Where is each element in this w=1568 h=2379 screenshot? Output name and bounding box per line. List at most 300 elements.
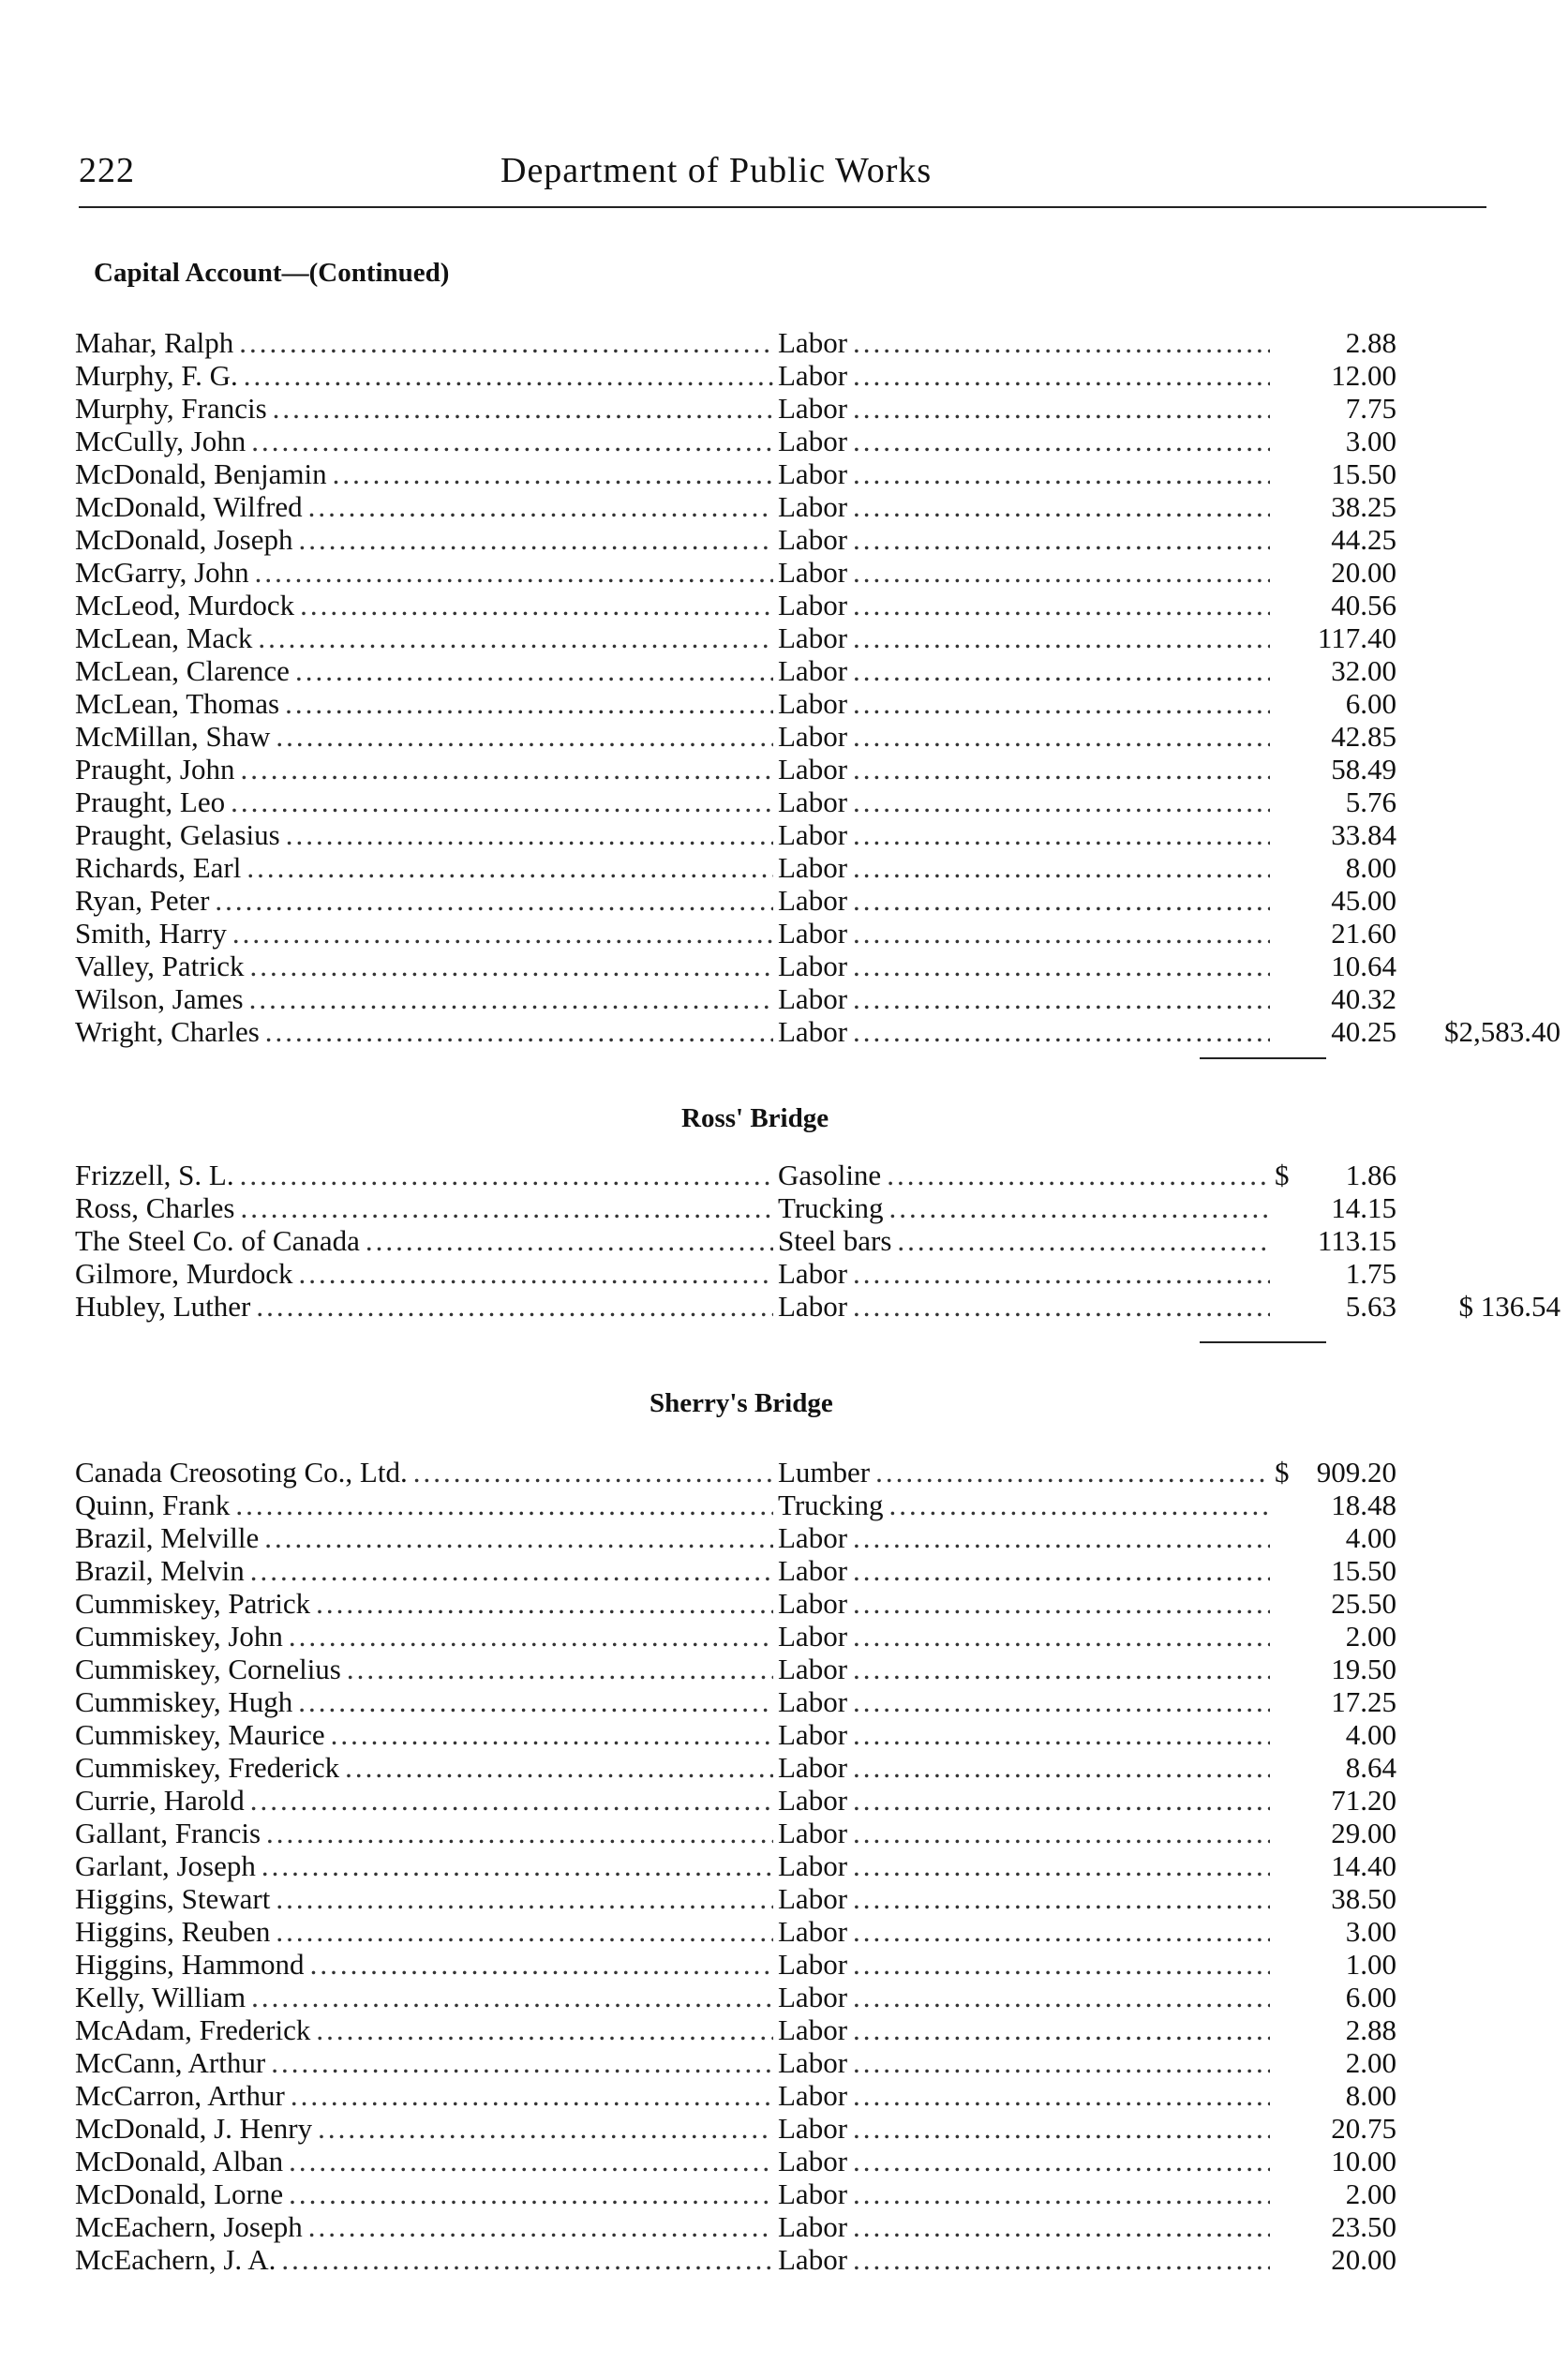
leader-dots	[889, 1489, 1270, 1521]
leader-dots	[289, 2177, 773, 2210]
ledger-row	[75, 2112, 1481, 2145]
leader-dots	[853, 1948, 1270, 1981]
description-cell	[778, 1882, 1270, 1915]
amount-value: 20.75	[1331, 2112, 1396, 2145]
payee-cell	[75, 457, 773, 490]
description-cell	[778, 2079, 1270, 2112]
amount-value: 5.63	[1345, 1290, 1396, 1323]
payee-name: Higgins, Reuben	[75, 1915, 271, 1948]
item-description: Labor	[778, 326, 848, 359]
description-cell	[778, 1456, 1270, 1489]
payee-name: McEachern, Joseph	[75, 2210, 303, 2243]
description-cell	[778, 2112, 1270, 2145]
payee-name: Quinn, Frank	[75, 1489, 231, 1521]
description-cell	[778, 1653, 1270, 1685]
item-description: Labor	[778, 1817, 848, 1849]
leader-dots	[853, 1015, 1270, 1048]
payee-cell	[75, 392, 773, 425]
amount-value: 3.00	[1345, 425, 1396, 457]
item-description: Labor	[778, 1015, 848, 1048]
payee-name: McCarron, Arthur	[75, 2079, 285, 2112]
leader-dots	[264, 1521, 773, 1554]
payee-name: Richards, Earl	[75, 851, 242, 884]
leader-dots	[285, 687, 773, 720]
dollar-sign: $	[1275, 1456, 1290, 1489]
ledger-row	[75, 1015, 1561, 1048]
payee-cell	[75, 654, 773, 687]
payee-cell	[75, 1948, 773, 1981]
description-cell	[778, 1554, 1270, 1587]
leader-dots	[266, 1817, 773, 1849]
ledger-row	[75, 457, 1481, 490]
item-description: Labor	[778, 654, 848, 687]
item-description: Labor	[778, 2046, 848, 2079]
item-description: Labor	[778, 359, 848, 392]
item-description: Labor	[778, 457, 848, 490]
amount-value: 19.50	[1331, 1653, 1396, 1685]
leader-dots	[853, 2112, 1270, 2145]
payee-name: Ross, Charles	[75, 1191, 235, 1224]
payee-cell	[75, 917, 773, 950]
description-cell	[778, 589, 1270, 621]
item-description: Labor	[778, 2210, 848, 2243]
leader-dots	[250, 1554, 773, 1587]
amount-value: 20.00	[1331, 2243, 1396, 2276]
item-description: Labor	[778, 982, 848, 1015]
ledger-row	[75, 589, 1481, 621]
payee-name: Praught, John	[75, 753, 235, 786]
section-heading-capital-account: Capital Account—(Continued)	[94, 258, 450, 288]
description-cell	[778, 2013, 1270, 2046]
leader-dots	[853, 654, 1270, 687]
ledger-row	[75, 1915, 1481, 1948]
item-description: Labor	[778, 425, 848, 457]
item-description: Labor	[778, 753, 848, 786]
ledger-row	[75, 1981, 1481, 2013]
ledger-row	[75, 753, 1481, 786]
page-header	[79, 150, 1486, 208]
leader-dots	[250, 950, 774, 982]
payee-cell	[75, 851, 773, 884]
page-title: Department of Public Works	[500, 151, 933, 190]
payee-cell	[75, 1521, 773, 1554]
leader-dots	[853, 2046, 1270, 2079]
leader-dots	[853, 2177, 1270, 2210]
item-description: Labor	[778, 1718, 848, 1751]
amount-value: 38.50	[1331, 1882, 1396, 1915]
leader-dots	[853, 621, 1270, 654]
description-cell	[778, 2177, 1270, 2210]
description-cell	[778, 490, 1270, 523]
item-description: Steel bars	[778, 1224, 892, 1257]
leader-dots	[232, 917, 773, 950]
item-description: Labor	[778, 1685, 848, 1718]
payee-cell	[75, 359, 773, 392]
leader-dots	[286, 818, 773, 851]
payee-cell	[75, 1653, 773, 1685]
payee-cell	[75, 621, 773, 654]
payee-name: Cummiskey, Cornelius	[75, 1653, 341, 1685]
amount-value: 38.25	[1331, 490, 1396, 523]
description-cell	[778, 884, 1270, 917]
leader-dots	[853, 1653, 1270, 1685]
payee-cell	[75, 786, 773, 818]
amount-value: 25.50	[1331, 1587, 1396, 1620]
payee-cell	[75, 1191, 773, 1224]
leader-dots	[250, 1784, 773, 1817]
payee-cell	[75, 2079, 773, 2112]
leader-dots	[853, 523, 1270, 556]
amount-value: 2.88	[1345, 326, 1396, 359]
payee-name: Brazil, Melville	[75, 1521, 260, 1554]
leader-dots	[347, 1653, 773, 1685]
description-cell	[778, 326, 1270, 359]
amount-value: 21.60	[1331, 917, 1396, 950]
amount-value: 17.25	[1331, 1685, 1396, 1718]
payee-cell	[75, 589, 773, 621]
payee-cell	[75, 2112, 773, 2145]
payee-cell	[75, 2046, 773, 2079]
payee-cell	[75, 950, 773, 982]
description-cell	[778, 1685, 1270, 1718]
description-cell	[778, 2210, 1270, 2243]
payee-name: McEachern, J. A.	[75, 2243, 276, 2276]
leader-dots	[853, 2013, 1270, 2046]
leader-dots	[244, 359, 773, 392]
payee-name: Valley, Patrick	[75, 950, 245, 982]
leader-dots	[853, 589, 1270, 621]
leader-dots	[853, 786, 1270, 818]
item-description: Labor	[778, 1784, 848, 1817]
leader-dots	[310, 1948, 773, 1981]
payee-name: Cummiskey, Maurice	[75, 1718, 325, 1751]
payee-name: Higgins, Stewart	[75, 1882, 271, 1915]
payee-cell	[75, 1290, 773, 1323]
amount-value: 32.00	[1331, 654, 1396, 687]
leader-dots	[853, 982, 1270, 1015]
ledger-row	[75, 1817, 1481, 1849]
amount-value: 14.40	[1331, 1849, 1396, 1882]
amount-value: 4.00	[1345, 1718, 1396, 1751]
leader-dots	[231, 786, 773, 818]
leader-dots	[261, 1849, 773, 1882]
item-description: Labor	[778, 1290, 848, 1323]
section-total: $ 136.54	[1458, 1290, 1561, 1323]
ledger-row	[75, 851, 1481, 884]
amount-value: 6.00	[1345, 687, 1396, 720]
leader-dots	[853, 851, 1270, 884]
leader-dots	[853, 2079, 1270, 2112]
description-cell	[778, 425, 1270, 457]
payee-cell	[75, 1849, 773, 1882]
leader-dots	[291, 2079, 773, 2112]
description-cell	[778, 1948, 1270, 1981]
ledger-row	[75, 326, 1481, 359]
payee-cell	[75, 720, 773, 753]
amount-value: 15.50	[1331, 457, 1396, 490]
ledger-row	[75, 392, 1481, 425]
amount-value: 40.56	[1331, 589, 1396, 621]
description-cell	[778, 1290, 1270, 1323]
description-cell	[778, 1915, 1270, 1948]
item-description: Labor	[778, 1653, 848, 1685]
subtotal-rule	[1200, 1057, 1326, 1059]
item-description: Trucking	[778, 1489, 884, 1521]
payee-name: McDonald, Wilfred	[75, 490, 303, 523]
payee-name: Hubley, Luther	[75, 1290, 251, 1323]
payee-name: Frizzell, S. L.	[75, 1159, 234, 1191]
payee-name: McMillan, Shaw	[75, 720, 271, 753]
page-number: 222	[79, 151, 135, 190]
amount-value: 40.32	[1331, 982, 1396, 1015]
description-cell	[778, 1191, 1270, 1224]
amount-value: 42.85	[1331, 720, 1396, 753]
payee-cell	[75, 556, 773, 589]
ledger-row	[75, 1257, 1481, 1290]
description-cell	[778, 1587, 1270, 1620]
leader-dots	[853, 687, 1270, 720]
ledger-row	[75, 917, 1481, 950]
payee-name: McGarry, John	[75, 556, 249, 589]
payee-name: McDonald, Alban	[75, 2145, 284, 2177]
leader-dots	[853, 1981, 1270, 2013]
ledger-row	[75, 1554, 1481, 1587]
leader-dots	[875, 1456, 1270, 1489]
dollar-sign: $	[1275, 1159, 1290, 1191]
item-description: Labor	[778, 556, 848, 589]
payee-cell	[75, 1224, 773, 1257]
leader-dots	[255, 556, 773, 589]
ledger-row	[75, 786, 1481, 818]
payee-name: McLean, Mack	[75, 621, 253, 654]
amount-value: 58.49	[1331, 753, 1396, 786]
ledger-row	[75, 654, 1481, 687]
payee-name: Murphy, F. G.	[75, 359, 238, 392]
leader-dots	[308, 2210, 773, 2243]
amount-value: 1.86	[1345, 1159, 1396, 1191]
payee-name: Wright, Charles	[75, 1015, 260, 1048]
item-description: Labor	[778, 2177, 848, 2210]
item-description: Labor	[778, 1554, 848, 1587]
description-cell	[778, 1015, 1270, 1048]
leader-dots	[853, 2145, 1270, 2177]
item-description: Gasoline	[778, 1159, 882, 1191]
payee-cell	[75, 1817, 773, 1849]
ledger-row	[75, 950, 1481, 982]
payee-name: Garlant, Joseph	[75, 1849, 256, 1882]
payee-name: Mahar, Ralph	[75, 326, 234, 359]
leader-dots	[240, 1159, 773, 1191]
entry-list-capital-account	[75, 326, 1561, 1048]
payee-name: The Steel Co. of Canada	[75, 1224, 360, 1257]
description-cell	[778, 1784, 1270, 1817]
description-cell	[778, 359, 1270, 392]
payee-cell	[75, 1882, 773, 1915]
ledger-row	[75, 1849, 1481, 1882]
leader-dots	[853, 1817, 1270, 1849]
leader-dots	[215, 884, 773, 917]
description-cell	[778, 621, 1270, 654]
description-cell	[778, 2046, 1270, 2079]
item-description: Labor	[778, 1620, 848, 1653]
subtotal-rule	[1200, 1341, 1326, 1343]
description-cell	[778, 457, 1270, 490]
leader-dots	[889, 1191, 1270, 1224]
leader-dots	[300, 589, 773, 621]
leader-dots	[251, 425, 773, 457]
payee-cell	[75, 1015, 773, 1048]
payee-cell	[75, 1587, 773, 1620]
item-description: Labor	[778, 2079, 848, 2112]
payee-cell	[75, 1718, 773, 1751]
leader-dots	[853, 2210, 1270, 2243]
ledger-row	[75, 1587, 1481, 1620]
payee-name: McDonald, J. Henry	[75, 2112, 313, 2145]
payee-cell	[75, 1159, 773, 1191]
section-heading-sherrys-bridge: Sherry's Bridge	[650, 1388, 833, 1418]
amount-value: 23.50	[1331, 2210, 1396, 2243]
payee-name: Gilmore, Murdock	[75, 1257, 293, 1290]
section-heading-ross-bridge: Ross' Bridge	[681, 1103, 829, 1133]
leader-dots	[853, 392, 1270, 425]
amount-value: 18.48	[1331, 1489, 1396, 1521]
amount-value: 4.00	[1345, 1521, 1396, 1554]
payee-cell	[75, 1456, 773, 1489]
leader-dots	[853, 1521, 1270, 1554]
amount-value: 12.00	[1331, 359, 1396, 392]
payee-cell	[75, 523, 773, 556]
payee-cell	[75, 490, 773, 523]
description-cell	[778, 2243, 1270, 2276]
ledger-row	[75, 2177, 1481, 2210]
leader-dots	[333, 457, 773, 490]
amount-value: 8.00	[1345, 851, 1396, 884]
leader-dots	[246, 851, 773, 884]
description-cell	[778, 1257, 1270, 1290]
amount-value: 45.00	[1331, 884, 1396, 917]
leader-dots	[853, 1718, 1270, 1751]
ledger-row	[75, 425, 1481, 457]
leader-dots	[853, 1290, 1270, 1323]
payee-cell	[75, 884, 773, 917]
ledger-row	[75, 2243, 1481, 2276]
ledger-row	[75, 2145, 1481, 2177]
payee-name: Kelly, William	[75, 1981, 246, 2013]
ledger-row	[75, 687, 1481, 720]
leader-dots	[853, 1849, 1270, 1882]
ledger-row	[75, 884, 1481, 917]
amount-value: 3.00	[1345, 1915, 1396, 1948]
leader-dots	[853, 1257, 1270, 1290]
leader-dots	[251, 1981, 773, 2013]
description-cell	[778, 392, 1270, 425]
ledger-row	[75, 556, 1481, 589]
item-description: Trucking	[778, 1191, 884, 1224]
ledger-row	[75, 1882, 1481, 1915]
payee-name: McDonald, Lorne	[75, 2177, 284, 2210]
description-cell	[778, 523, 1270, 556]
ledger-row	[75, 490, 1481, 523]
ledger-row	[75, 359, 1481, 392]
leader-dots	[276, 1915, 773, 1948]
description-cell	[778, 753, 1270, 786]
item-description: Labor	[778, 392, 848, 425]
leader-dots	[853, 720, 1270, 753]
description-cell	[778, 720, 1270, 753]
leader-dots	[241, 753, 774, 786]
leader-dots	[241, 1191, 774, 1224]
leader-dots	[258, 621, 773, 654]
ledger-row	[75, 2079, 1481, 2112]
payee-name: Praught, Gelasius	[75, 818, 280, 851]
payee-cell	[75, 982, 773, 1015]
leader-dots	[308, 490, 773, 523]
ledger-row	[75, 1521, 1481, 1554]
leader-dots	[853, 1620, 1270, 1653]
item-description: Labor	[778, 950, 848, 982]
ledger-row	[75, 1718, 1481, 1751]
payee-cell	[75, 1554, 773, 1587]
item-description: Labor	[778, 1849, 848, 1882]
item-description: Labor	[778, 589, 848, 621]
ledger-row	[75, 1620, 1481, 1653]
payee-cell	[75, 1915, 773, 1948]
ledger-row	[75, 1685, 1481, 1718]
leader-dots	[318, 2112, 773, 2145]
payee-cell	[75, 687, 773, 720]
amount-value: 1.00	[1345, 1948, 1396, 1981]
payee-name: Praught, Leo	[75, 786, 226, 818]
entry-list-sherrys-bridge	[75, 1456, 1481, 2276]
leader-dots	[853, 2243, 1270, 2276]
description-cell	[778, 950, 1270, 982]
leader-dots	[853, 1882, 1270, 1915]
ledger-row	[75, 1159, 1481, 1191]
payee-name: Higgins, Hammond	[75, 1948, 305, 1981]
item-description: Labor	[778, 2145, 848, 2177]
payee-name: McLean, Thomas	[75, 687, 280, 720]
leader-dots	[853, 1915, 1270, 1948]
payee-cell	[75, 1489, 773, 1521]
amount-value: 1.75	[1345, 1257, 1396, 1290]
description-cell	[778, 1981, 1270, 2013]
payee-name: McCully, John	[75, 425, 246, 457]
ledger-row	[75, 2013, 1481, 2046]
description-cell	[778, 687, 1270, 720]
amount-value: 14.15	[1331, 1191, 1396, 1224]
leader-dots	[853, 884, 1270, 917]
payee-cell	[75, 2243, 773, 2276]
amount-value: 7.75	[1345, 392, 1396, 425]
payee-name: Currie, Harold	[75, 1784, 245, 1817]
item-description: Labor	[778, 884, 848, 917]
description-cell	[778, 654, 1270, 687]
payee-name: Canada Creosoting Co., Ltd.	[75, 1456, 408, 1489]
leader-dots	[256, 1290, 773, 1323]
entry-list-ross-bridge	[75, 1159, 1561, 1323]
payee-cell	[75, 1685, 773, 1718]
amount-value: 909.20	[1316, 1456, 1396, 1489]
leader-dots	[281, 2243, 773, 2276]
leader-dots	[853, 1751, 1270, 1784]
ledger-row	[75, 1751, 1481, 1784]
description-cell	[778, 1489, 1270, 1521]
item-description: Labor	[778, 1521, 848, 1554]
leader-dots	[887, 1159, 1270, 1191]
leader-dots	[295, 654, 773, 687]
item-description: Labor	[778, 786, 848, 818]
description-cell	[778, 851, 1270, 884]
